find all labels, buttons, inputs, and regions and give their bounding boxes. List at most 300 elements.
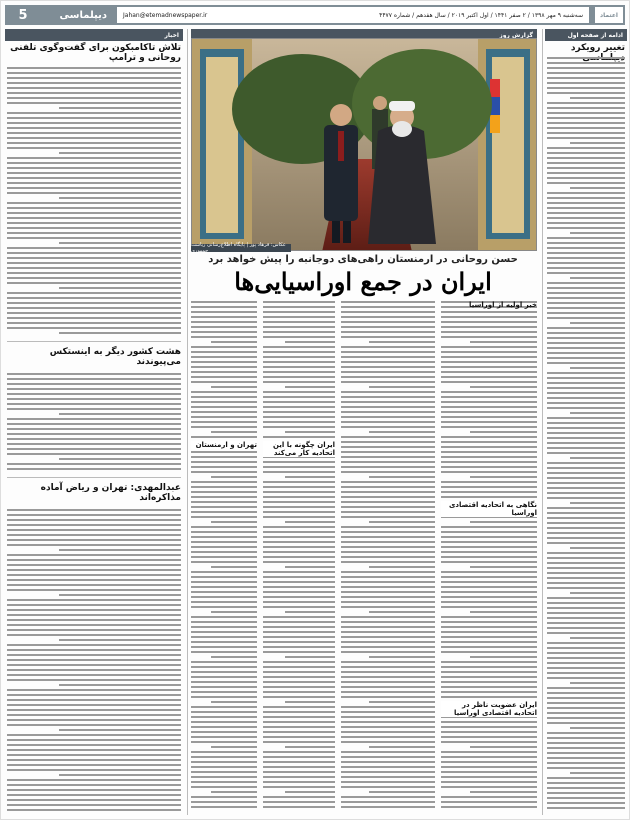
text-line xyxy=(7,569,181,571)
text-line xyxy=(191,356,257,358)
text-line xyxy=(7,72,181,74)
text-line xyxy=(263,371,335,373)
text-line xyxy=(7,574,181,576)
text-line xyxy=(7,769,181,771)
text-line xyxy=(7,147,181,149)
text-line xyxy=(341,481,435,483)
text-line xyxy=(441,776,537,778)
text-line xyxy=(7,388,181,390)
text-line xyxy=(547,477,625,479)
text-line xyxy=(441,741,537,743)
text-line xyxy=(547,107,625,109)
text-line xyxy=(191,601,257,603)
text-line xyxy=(191,691,257,693)
text-line xyxy=(191,391,257,393)
text-line xyxy=(7,423,181,425)
text-line xyxy=(263,531,335,533)
text-line xyxy=(191,546,257,548)
text-line xyxy=(341,396,435,398)
text-line xyxy=(7,619,181,621)
text-line xyxy=(7,267,181,269)
text-line xyxy=(191,346,257,348)
text-line xyxy=(547,677,625,679)
text-line xyxy=(7,227,181,229)
text-line xyxy=(191,676,257,678)
text-line xyxy=(341,381,435,383)
text-line xyxy=(191,481,257,483)
text-line xyxy=(7,262,181,264)
text-line xyxy=(547,57,625,59)
text-line xyxy=(470,566,537,568)
text-line xyxy=(441,471,537,473)
newspaper-logo: اعتماد xyxy=(595,7,623,23)
text-line xyxy=(341,491,435,493)
subhead-4: تهران و ارمنستان xyxy=(191,441,257,449)
text-line xyxy=(263,621,335,623)
text-line xyxy=(7,599,181,601)
text-line xyxy=(191,696,257,698)
text-line xyxy=(547,732,625,734)
photo-section-bar: گزارش روز xyxy=(191,29,537,41)
text-line xyxy=(7,468,181,470)
text-line xyxy=(191,686,257,688)
text-line xyxy=(263,396,335,398)
text-line xyxy=(470,746,537,748)
text-line xyxy=(191,496,257,498)
text-line xyxy=(341,411,435,413)
text-line xyxy=(547,487,625,489)
text-line xyxy=(7,302,181,304)
text-line xyxy=(341,616,435,618)
text-line xyxy=(470,341,537,343)
text-line xyxy=(7,759,181,761)
text-line xyxy=(441,331,537,333)
text-line xyxy=(341,506,435,508)
text-line xyxy=(7,122,181,124)
text-line xyxy=(7,699,181,701)
text-line xyxy=(191,486,257,488)
text-line xyxy=(547,162,625,164)
text-line xyxy=(191,726,257,728)
text-line xyxy=(570,772,625,774)
story2-title: هشت کشور دیگر به اینستکس می‌پیوندند xyxy=(49,347,181,367)
text-line xyxy=(441,766,537,768)
text-line xyxy=(263,411,335,413)
text-line xyxy=(441,571,537,573)
text-line xyxy=(470,431,537,433)
text-line xyxy=(7,132,181,134)
page-header xyxy=(5,5,625,25)
text-line xyxy=(191,456,257,458)
text-line xyxy=(7,272,181,274)
text-line xyxy=(7,277,181,279)
text-line xyxy=(191,796,257,798)
text-line xyxy=(263,316,335,318)
text-line xyxy=(7,579,181,581)
text-line xyxy=(191,411,257,413)
text-line xyxy=(263,321,335,323)
header-email[interactable]: Jahan@etemadnewspaper.ir xyxy=(123,11,208,19)
text-line xyxy=(441,321,537,323)
text-line xyxy=(341,371,435,373)
text-line xyxy=(7,604,181,606)
text-line xyxy=(191,336,257,338)
text-line xyxy=(263,636,335,638)
text-line xyxy=(547,622,625,624)
text-line xyxy=(341,546,435,548)
main-photo xyxy=(191,38,537,251)
text-line xyxy=(547,642,625,644)
text-line xyxy=(547,172,625,174)
subhead-5: ایران عضویت ناظر در اتحادیه اقتصادی اوراسیا xyxy=(441,701,537,717)
text-line xyxy=(441,376,537,378)
text-line xyxy=(191,406,257,408)
text-line xyxy=(547,167,625,169)
text-line xyxy=(191,706,257,708)
text-line xyxy=(191,741,257,743)
text-line xyxy=(211,701,257,703)
text-line xyxy=(341,531,435,533)
text-line xyxy=(7,398,181,400)
text-line xyxy=(7,92,181,94)
text-line xyxy=(7,282,181,284)
text-line xyxy=(263,516,335,518)
text-line xyxy=(341,731,435,733)
text-line xyxy=(263,556,335,558)
text-line xyxy=(547,797,625,799)
text-line xyxy=(191,781,257,783)
text-line xyxy=(263,721,335,723)
text-line xyxy=(441,491,537,493)
text-line xyxy=(570,682,625,684)
text-line xyxy=(263,311,335,313)
text-line xyxy=(191,731,257,733)
text-line xyxy=(441,391,537,393)
text-line xyxy=(285,341,335,343)
text-line xyxy=(547,747,625,749)
text-line xyxy=(441,496,537,498)
text-line xyxy=(547,662,625,664)
text-line xyxy=(547,462,625,464)
text-line xyxy=(547,597,625,599)
text-line xyxy=(547,542,625,544)
text-line xyxy=(369,566,435,568)
text-line xyxy=(547,512,625,514)
text-line xyxy=(341,351,435,353)
text-line xyxy=(341,711,435,713)
text-line xyxy=(547,452,625,454)
text-line xyxy=(191,581,257,583)
text-line xyxy=(263,771,335,773)
text-line xyxy=(441,361,537,363)
text-line xyxy=(441,626,537,628)
text-line xyxy=(441,651,537,653)
text-line xyxy=(59,774,181,776)
text-line xyxy=(341,586,435,588)
text-line xyxy=(263,576,335,578)
text-line xyxy=(7,463,181,465)
text-line xyxy=(547,577,625,579)
text-line xyxy=(547,177,625,179)
text-line xyxy=(191,556,257,558)
text-line xyxy=(341,511,435,513)
text-line xyxy=(547,587,625,589)
text-line xyxy=(547,192,625,194)
text-line xyxy=(547,802,625,804)
text-line xyxy=(341,736,435,738)
text-line xyxy=(341,681,435,683)
text-line xyxy=(7,624,181,626)
text-line xyxy=(341,696,435,698)
text-line xyxy=(441,686,537,688)
text-line xyxy=(263,591,335,593)
text-line xyxy=(191,736,257,738)
text-line xyxy=(547,737,625,739)
text-line xyxy=(369,746,435,748)
text-line xyxy=(547,207,625,209)
text-line xyxy=(7,222,181,224)
text-line xyxy=(191,756,257,758)
text-line xyxy=(341,626,435,628)
text-line xyxy=(7,614,181,616)
text-line xyxy=(263,461,335,463)
text-line xyxy=(263,546,335,548)
text-line xyxy=(7,689,181,691)
text-line xyxy=(547,437,625,439)
article-column-2 xyxy=(341,301,435,815)
text-line xyxy=(211,386,257,388)
text-line xyxy=(191,436,257,438)
text-line xyxy=(341,651,435,653)
text-line xyxy=(191,771,257,773)
right-column-title: تغییر رویکرد xyxy=(570,43,625,53)
text-line xyxy=(441,546,537,548)
text-line xyxy=(547,612,625,614)
right-column-text xyxy=(547,57,625,815)
text-line xyxy=(7,408,181,410)
text-line xyxy=(547,352,625,354)
text-line xyxy=(191,316,257,318)
text-line xyxy=(341,706,435,708)
text-line xyxy=(341,416,435,418)
text-line xyxy=(7,87,181,89)
text-line xyxy=(7,162,181,164)
text-line xyxy=(191,471,257,473)
text-line xyxy=(441,591,537,593)
text-line xyxy=(7,704,181,706)
text-line xyxy=(369,476,435,478)
text-line xyxy=(263,366,335,368)
text-line xyxy=(191,681,257,683)
text-line xyxy=(470,611,537,613)
text-line xyxy=(59,639,181,641)
text-line xyxy=(211,656,257,658)
text-line xyxy=(7,629,181,631)
text-line xyxy=(441,461,537,463)
text-line xyxy=(441,416,537,418)
text-line xyxy=(7,539,181,541)
text-line xyxy=(570,277,625,279)
text-line xyxy=(441,581,537,583)
text-line xyxy=(7,564,181,566)
text-line xyxy=(7,534,181,536)
text-line xyxy=(7,393,181,395)
text-line xyxy=(7,142,181,144)
text-line xyxy=(263,361,335,363)
text-line xyxy=(7,659,181,661)
text-line xyxy=(7,383,181,385)
text-line xyxy=(547,712,625,714)
text-line xyxy=(191,451,257,453)
text-line xyxy=(7,754,181,756)
text-line xyxy=(263,631,335,633)
text-line xyxy=(211,566,257,568)
text-line xyxy=(547,607,625,609)
text-line xyxy=(441,356,537,358)
text-line xyxy=(341,451,435,453)
text-line xyxy=(441,531,537,533)
text-line xyxy=(59,413,181,415)
text-line xyxy=(7,102,181,104)
text-line xyxy=(547,242,625,244)
text-line xyxy=(7,167,181,169)
text-line xyxy=(341,596,435,598)
text-line xyxy=(547,82,625,84)
text-line xyxy=(441,806,537,808)
text-line xyxy=(211,341,257,343)
text-line xyxy=(263,686,335,688)
text-line xyxy=(547,572,625,574)
text-line xyxy=(341,306,435,308)
text-line xyxy=(341,346,435,348)
text-line xyxy=(59,242,181,244)
text-line xyxy=(7,117,181,119)
text-line xyxy=(547,287,625,289)
text-line xyxy=(7,744,181,746)
text-line xyxy=(191,631,257,633)
text-line xyxy=(341,646,435,648)
text-line xyxy=(7,297,181,299)
text-line xyxy=(7,739,181,741)
text-line xyxy=(547,532,625,534)
story3-title: عبدالمهدی: تهران و ریاض آماده مذاکره‌اند xyxy=(40,483,181,503)
text-line xyxy=(547,117,625,119)
text-line xyxy=(547,507,625,509)
text-line xyxy=(7,514,181,516)
text-line xyxy=(341,316,435,318)
text-line xyxy=(7,212,181,214)
text-line xyxy=(441,426,537,428)
text-line xyxy=(547,62,625,64)
text-line xyxy=(191,511,257,513)
text-line xyxy=(263,696,335,698)
text-line xyxy=(341,691,435,693)
text-line xyxy=(263,581,335,583)
text-line xyxy=(369,656,435,658)
text-line xyxy=(285,476,335,478)
text-line xyxy=(263,751,335,753)
text-line xyxy=(341,716,435,718)
text-line xyxy=(7,589,181,591)
text-line xyxy=(341,751,435,753)
text-line xyxy=(263,786,335,788)
text-line xyxy=(263,731,335,733)
article-kicker: حسن روحانی در ارمنستان راهی‌های دوجانبه را پیش خواهد برد xyxy=(208,254,518,265)
header-info xyxy=(117,7,589,23)
text-line xyxy=(341,501,435,503)
text-line xyxy=(263,301,335,303)
text-line xyxy=(547,317,625,319)
text-line xyxy=(547,567,625,569)
subhead-1: خبر اولیه از اوراسیا xyxy=(468,301,537,309)
text-line xyxy=(7,719,181,721)
text-line xyxy=(341,771,435,773)
text-line xyxy=(285,386,335,388)
text-line xyxy=(547,517,625,519)
text-line xyxy=(7,644,181,646)
text-line xyxy=(441,486,537,488)
text-line xyxy=(441,366,537,368)
text-line xyxy=(547,252,625,254)
text-line xyxy=(341,576,435,578)
text-line xyxy=(341,806,435,808)
text-line xyxy=(7,112,181,114)
text-line xyxy=(547,687,625,689)
text-line xyxy=(191,301,257,303)
text-line xyxy=(263,506,335,508)
text-line xyxy=(547,387,625,389)
text-line xyxy=(547,127,625,129)
text-line xyxy=(263,401,335,403)
article-headline: ایران در جمع اوراسیایی‌ها xyxy=(234,267,492,296)
text-line xyxy=(547,222,625,224)
text-line xyxy=(263,416,335,418)
text-line xyxy=(441,621,537,623)
text-line xyxy=(263,496,335,498)
text-line xyxy=(441,346,537,348)
text-line xyxy=(341,561,435,563)
story1-title: تلاش تاکامبکون برای گفت‌وگوی تلفنی روحانی و ترامپ xyxy=(10,43,181,63)
text-line xyxy=(547,627,625,629)
text-line xyxy=(7,609,181,611)
text-line xyxy=(263,711,335,713)
text-line xyxy=(341,756,435,758)
text-line xyxy=(7,669,181,671)
text-line xyxy=(341,631,435,633)
text-line xyxy=(263,491,335,493)
text-line xyxy=(547,337,625,339)
text-line xyxy=(441,646,537,648)
text-line xyxy=(341,526,435,528)
text-line xyxy=(191,401,257,403)
text-line xyxy=(441,596,537,598)
text-line xyxy=(191,426,257,428)
text-line xyxy=(263,551,335,553)
text-line xyxy=(263,466,335,468)
text-line xyxy=(341,471,435,473)
text-line xyxy=(441,691,537,693)
text-line xyxy=(547,752,625,754)
text-line xyxy=(59,152,181,154)
text-line xyxy=(441,636,537,638)
text-line xyxy=(7,403,181,405)
text-line xyxy=(263,616,335,618)
text-line xyxy=(547,312,625,314)
text-line xyxy=(441,556,537,558)
text-line xyxy=(263,666,335,668)
text-line xyxy=(547,552,625,554)
text-line xyxy=(7,428,181,430)
